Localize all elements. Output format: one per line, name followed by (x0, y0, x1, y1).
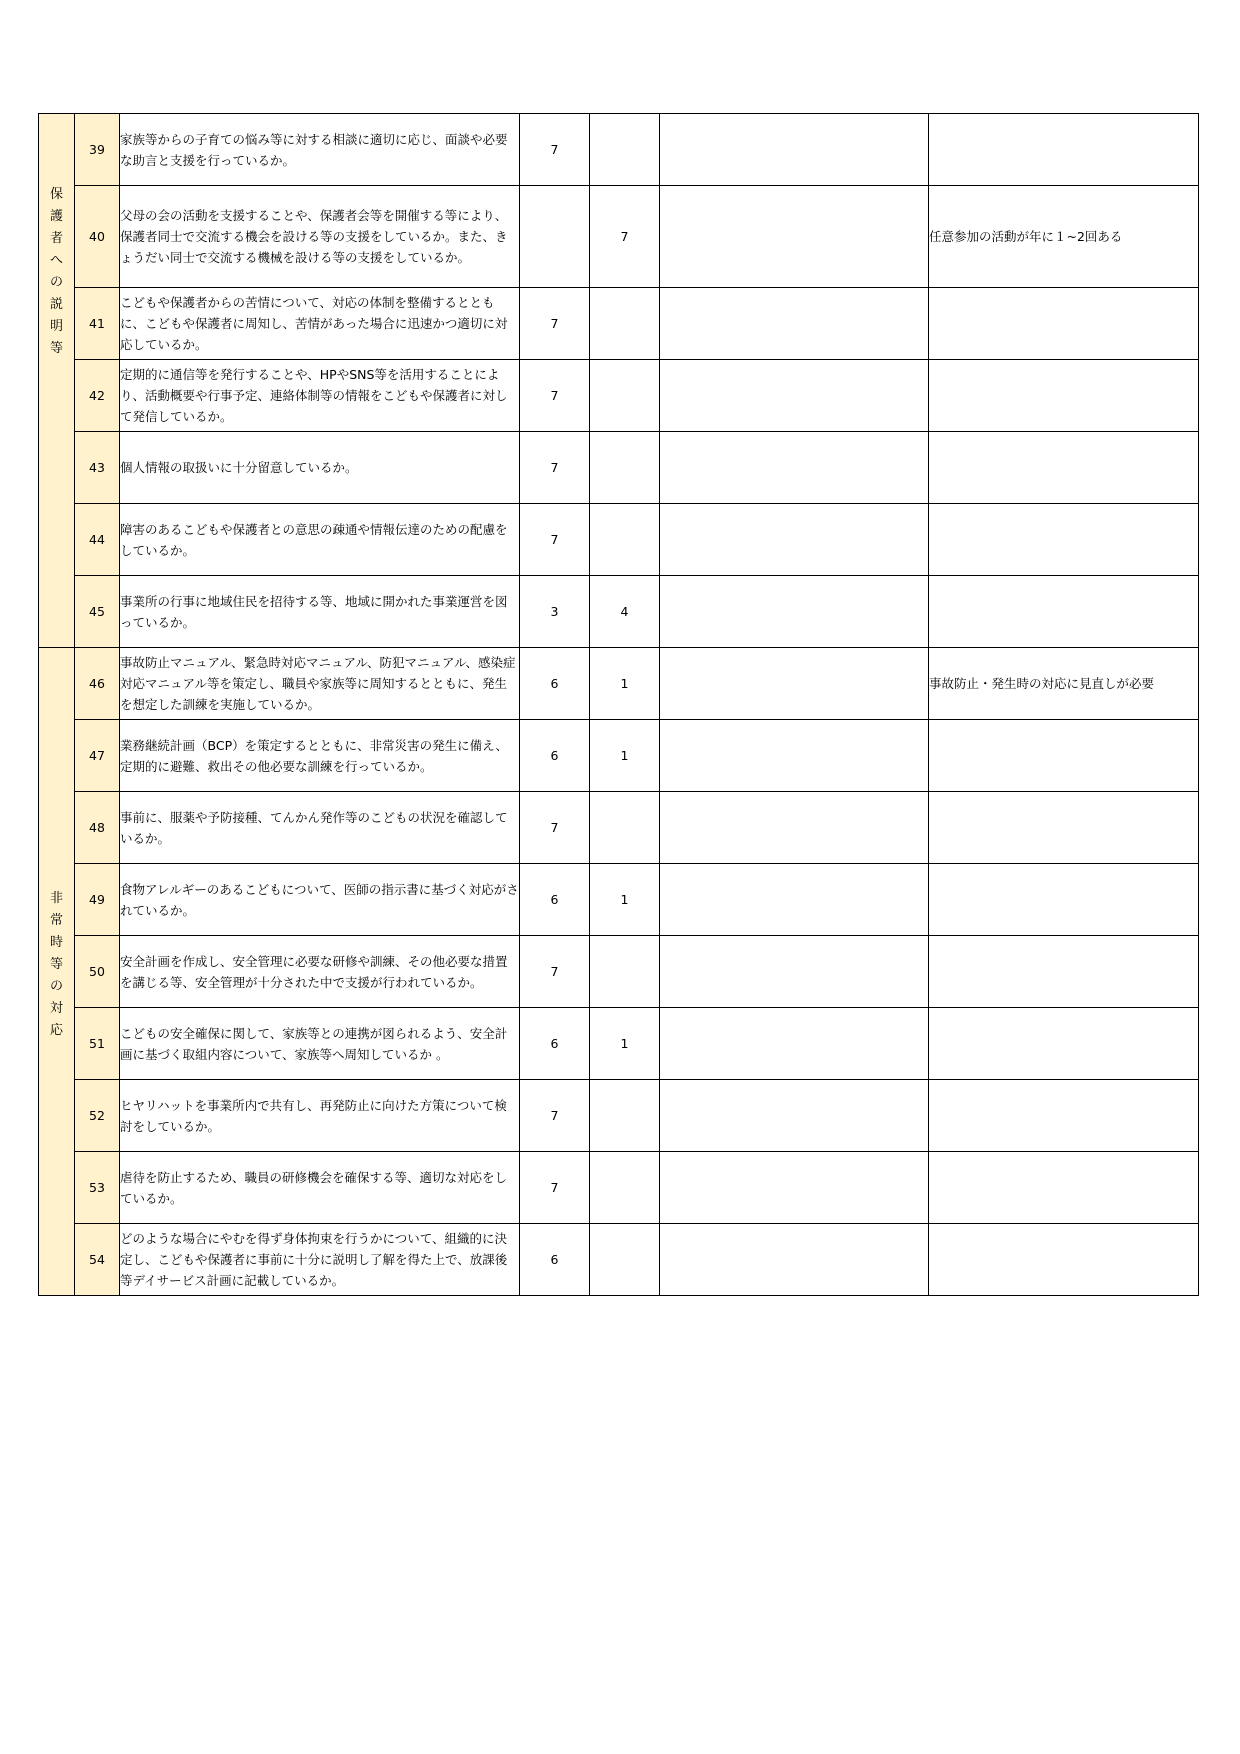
row-number: 53 (75, 1152, 120, 1224)
row-number: 47 (75, 720, 120, 792)
comment-cell (929, 360, 1199, 432)
row-number: 39 (75, 114, 120, 186)
table-row (39, 936, 1199, 1008)
table-row (39, 186, 1199, 288)
answer-col-3 (660, 360, 929, 432)
category-cell (39, 114, 75, 648)
table-row (39, 648, 1199, 720)
answer-col-1: 6 (520, 720, 590, 792)
answer-col-2 (590, 936, 660, 1008)
answer-col-2 (590, 1080, 660, 1152)
answer-col-3 (660, 1152, 929, 1224)
row-number: 45 (75, 576, 120, 648)
question-text: どのような場合にやむを得ず身体拘束を行うかについて、組織的に決定し、こどもや保護者に事前に十分に説明し了解を得た上で、放課後等デイサービス計画に記載しているか。 (120, 1224, 520, 1296)
comment-cell (929, 576, 1199, 648)
row-number: 40 (75, 186, 120, 288)
row-number: 41 (75, 288, 120, 360)
row-number: 43 (75, 432, 120, 504)
question-text: 業務継続計画（BCP）を策定するとともに、非常災害の発生に備え、定期的に避難、救出その他必要な訓練を行っているか。 (120, 720, 520, 792)
question-text: 父母の会の活動を支援することや、保護者会等を開催する等により、保護者同士で交流する機会を設ける等の支援をしているか。また、きょうだい同士で交流する機械を設ける等の支援をしているか。 (120, 186, 520, 288)
answer-col-1: 7 (520, 504, 590, 576)
question-text: 事前に、服薬や予防接種、てんかん発作等のこどもの状況を確認しているか。 (120, 792, 520, 864)
answer-col-3 (660, 936, 929, 1008)
comment-cell (929, 1152, 1199, 1224)
row-number: 52 (75, 1080, 120, 1152)
question-text: 事故防止マニュアル、緊急時対応マニュアル、防犯マニュアル、感染症対応マニュアル等を策定し、職員や家族等に周知するとともに、発生を想定した訓練を実施しているか。 (120, 648, 520, 720)
category-cell (39, 648, 75, 1296)
answer-col-3 (660, 1224, 929, 1296)
answer-col-2: 4 (590, 576, 660, 648)
question-text: 家族等からの子育ての悩み等に対する相談に適切に応じ、面談や必要な助言と支援を行っているか。 (120, 114, 520, 186)
question-text: 事業所の行事に地域住民を招待する等、地域に開かれた事業運営を図っているか。 (120, 576, 520, 648)
row-number: 49 (75, 864, 120, 936)
comment-cell: 事故防止・発生時の対応に見直しが必要 (929, 648, 1199, 720)
answer-col-2: 1 (590, 864, 660, 936)
question-text: 障害のあるこどもや保護者との意思の疎通や情報伝達のための配慮をしているか。 (120, 504, 520, 576)
row-number: 54 (75, 1224, 120, 1296)
comment-cell (929, 1008, 1199, 1080)
row-number: 46 (75, 648, 120, 720)
question-text: こどもや保護者からの苦情について、対応の体制を整備するとともに、こどもや保護者に周知し、苦情があった場合に迅速かつ適切に対応しているか。 (120, 288, 520, 360)
table-row (39, 1008, 1199, 1080)
answer-col-1: 7 (520, 432, 590, 504)
question-text: こどもの安全確保に関して、家族等との連携が図られるよう、安全計画に基づく取組内容について、家族等へ周知しているか 。 (120, 1008, 520, 1080)
answer-col-3 (660, 864, 929, 936)
answer-col-2 (590, 504, 660, 576)
answer-col-2: 1 (590, 648, 660, 720)
question-text: 食物アレルギーのあるこどもについて、医師の指示書に基づく対応がされているか。 (120, 864, 520, 936)
table-row (39, 432, 1199, 504)
table-row (39, 792, 1199, 864)
answer-col-3 (660, 504, 929, 576)
answer-col-3 (660, 1008, 929, 1080)
category-label: 非常時等の対応 (49, 891, 63, 1038)
answer-col-1: 6 (520, 864, 590, 936)
comment-cell: 任意参加の活動が年に１~2回ある (929, 186, 1199, 288)
comment-cell (929, 504, 1199, 576)
table-row (39, 504, 1199, 576)
answer-col-2 (590, 792, 660, 864)
answer-col-1: 7 (520, 936, 590, 1008)
answer-col-2: 7 (590, 186, 660, 288)
comment-cell (929, 1080, 1199, 1152)
table-row (39, 114, 1199, 186)
answer-col-1: 6 (520, 1008, 590, 1080)
answer-col-3 (660, 186, 929, 288)
answer-col-2 (590, 360, 660, 432)
comment-cell (929, 864, 1199, 936)
answer-col-2: 1 (590, 1008, 660, 1080)
answer-col-3 (660, 114, 929, 186)
answer-col-3 (660, 792, 929, 864)
question-text: 虐待を防止するため、職員の研修機会を確保する等、適切な対応をしているか。 (120, 1152, 520, 1224)
answer-col-1: 6 (520, 648, 590, 720)
row-number: 44 (75, 504, 120, 576)
comment-cell (929, 114, 1199, 186)
evaluation-table (38, 113, 1199, 1296)
comment-cell (929, 936, 1199, 1008)
table-row (39, 576, 1199, 648)
comment-cell (929, 432, 1199, 504)
answer-col-3 (660, 1080, 929, 1152)
answer-col-2 (590, 432, 660, 504)
answer-col-1 (520, 186, 590, 288)
row-number: 50 (75, 936, 120, 1008)
category-label: 保護者への説明等 (49, 187, 63, 356)
answer-col-1: 7 (520, 792, 590, 864)
table-row (39, 864, 1199, 936)
answer-col-2 (590, 1224, 660, 1296)
question-text: ヒヤリハットを事業所内で共有し、再発防止に向けた方策について検討をしているか。 (120, 1080, 520, 1152)
comment-cell (929, 720, 1199, 792)
table-row (39, 720, 1199, 792)
answer-col-3 (660, 288, 929, 360)
answer-col-3 (660, 648, 929, 720)
comment-cell (929, 288, 1199, 360)
answer-col-1: 7 (520, 1080, 590, 1152)
answer-col-1: 6 (520, 1224, 590, 1296)
table-row (39, 1152, 1199, 1224)
answer-col-2: 1 (590, 720, 660, 792)
answer-col-3 (660, 432, 929, 504)
row-number: 51 (75, 1008, 120, 1080)
answer-col-3 (660, 576, 929, 648)
answer-col-1: 7 (520, 360, 590, 432)
answer-col-1: 7 (520, 114, 590, 186)
table-row (39, 1224, 1199, 1296)
row-number: 48 (75, 792, 120, 864)
comment-cell (929, 1224, 1199, 1296)
table-row (39, 288, 1199, 360)
answer-col-1: 7 (520, 1152, 590, 1224)
answer-col-1: 7 (520, 288, 590, 360)
evaluation-table-body (39, 114, 1199, 1296)
question-text: 定期的に通信等を発行することや、HPやSNS等を活用することにより、活動概要や行事予定、連絡体制等の情報をこどもや保護者に対して発信しているか。 (120, 360, 520, 432)
answer-col-1: 3 (520, 576, 590, 648)
question-text: 安全計画を作成し、安全管理に必要な研修や訓練、その他必要な措置を講じる等、安全管理が十分された中で支援が行われているか。 (120, 936, 520, 1008)
table-row (39, 1080, 1199, 1152)
question-text: 個人情報の取扱いに十分留意しているか。 (120, 432, 520, 504)
answer-col-2 (590, 288, 660, 360)
row-number: 42 (75, 360, 120, 432)
answer-col-2 (590, 1152, 660, 1224)
answer-col-3 (660, 720, 929, 792)
table-row (39, 360, 1199, 432)
comment-cell (929, 792, 1199, 864)
answer-col-2 (590, 114, 660, 186)
